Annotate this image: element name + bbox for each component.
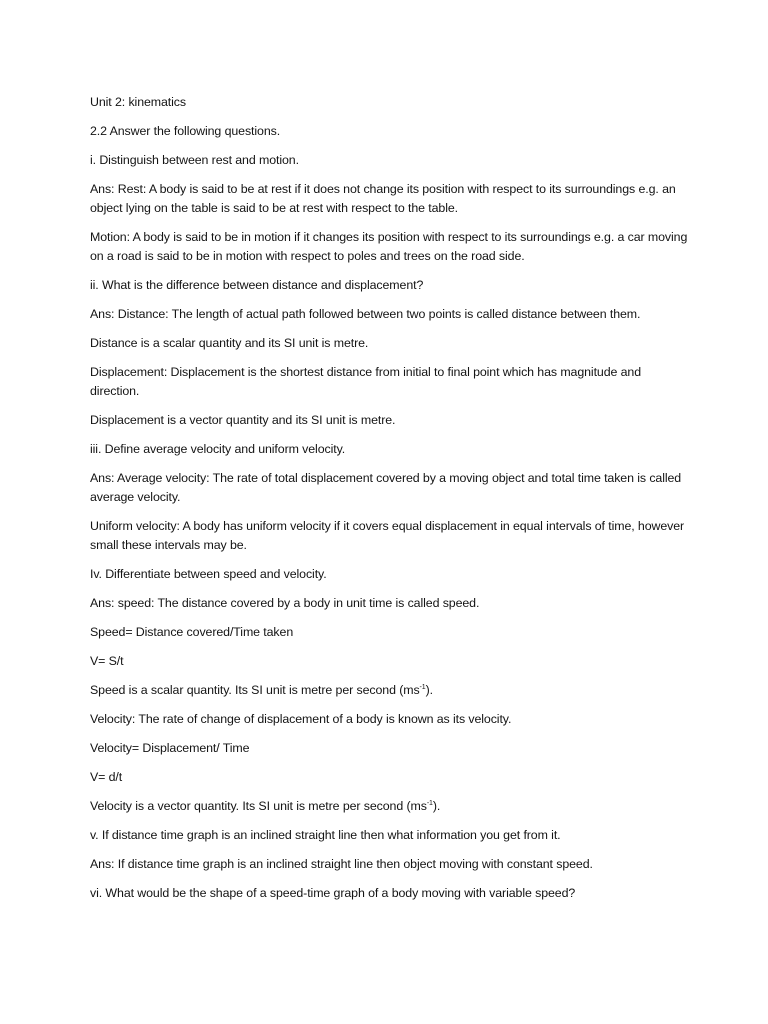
answer-speed: Ans: speed: The distance covered by a body in unit time is called speed.: [90, 596, 480, 610]
distance-unit-text: Distance is a scalar quantity and its SI unit is metre.: [90, 336, 369, 350]
answer-average-velocity: Ans: Average velocity: The rate of total displacement covered by a moving object and total time taken is called average velocity.: [90, 471, 682, 504]
question-5: v. If distance time graph is an inclined straight line then what information you get from it.: [90, 828, 561, 842]
answer-distance: Ans: Distance: The length of actual path followed between two points is called distance between them.: [90, 307, 641, 321]
answer-displacement: Displacement: Displacement is the shortest distance from initial to final point which has magnitude and direction.: [90, 365, 642, 398]
question-4: Iv. Differentiate between speed and velocity.: [90, 567, 327, 581]
speed-unit-text: [90, 681, 688, 700]
unit-heading: Unit 2: kinematics: [90, 95, 186, 109]
velocity-formula: Velocity= Displacement/ Time: [90, 741, 250, 755]
velocity-unit-sup: -1: [426, 800, 433, 807]
velocity-equation: V= d/t: [90, 770, 123, 784]
answer-5: Ans: If distance time graph is an inclined straight line then object moving with constant speed.: [90, 857, 593, 871]
question-1: i. Distinguish between rest and motion.: [90, 153, 299, 167]
speed-unit-pre: Speed is a scalar quantity. Its SI unit is metre per second (ms: [90, 683, 420, 697]
velocity-unit-text: [90, 797, 688, 816]
answer-motion: Motion: A body is said to be in motion if it changes its position with respect to its surroundings e.g. a car moving on a road is said to be in motion with respect to poles and trees on the road side.: [90, 230, 688, 263]
speed-unit-post: ).: [425, 683, 433, 697]
displacement-unit-text: Displacement is a vector quantity and its SI unit is metre.: [90, 413, 396, 427]
question-3: iii. Define average velocity and uniform velocity.: [90, 442, 346, 456]
velocity-unit-pre: Velocity is a vector quantity. Its SI unit is metre per second (ms: [90, 799, 427, 813]
speed-unit-sup: -1: [419, 684, 426, 691]
speed-equation: V= S/t: [90, 654, 124, 668]
section-heading: 2.2 Answer the following questions.: [90, 124, 281, 138]
velocity-unit-post: ).: [432, 799, 441, 813]
speed-formula: Speed= Distance covered/Time taken: [90, 625, 294, 639]
answer-uniform-velocity: Uniform velocity: A body has uniform velocity if it covers equal displacement in equal intervals of time, however small these intervals may be.: [90, 519, 685, 552]
question-2: ii. What is the difference between distance and displacement?: [90, 278, 424, 292]
answer-velocity: Velocity: The rate of change of displacement of a body is known as its velocity.: [90, 712, 512, 726]
question-6: vi. What would be the shape of a speed-time graph of a body moving with variable speed?: [90, 886, 576, 900]
answer-rest: Ans: Rest: A body is said to be at rest if it does not change its position with respect to its surroundings e.g. an object lying on the table is said to be at rest with respect to the table.: [90, 182, 676, 215]
